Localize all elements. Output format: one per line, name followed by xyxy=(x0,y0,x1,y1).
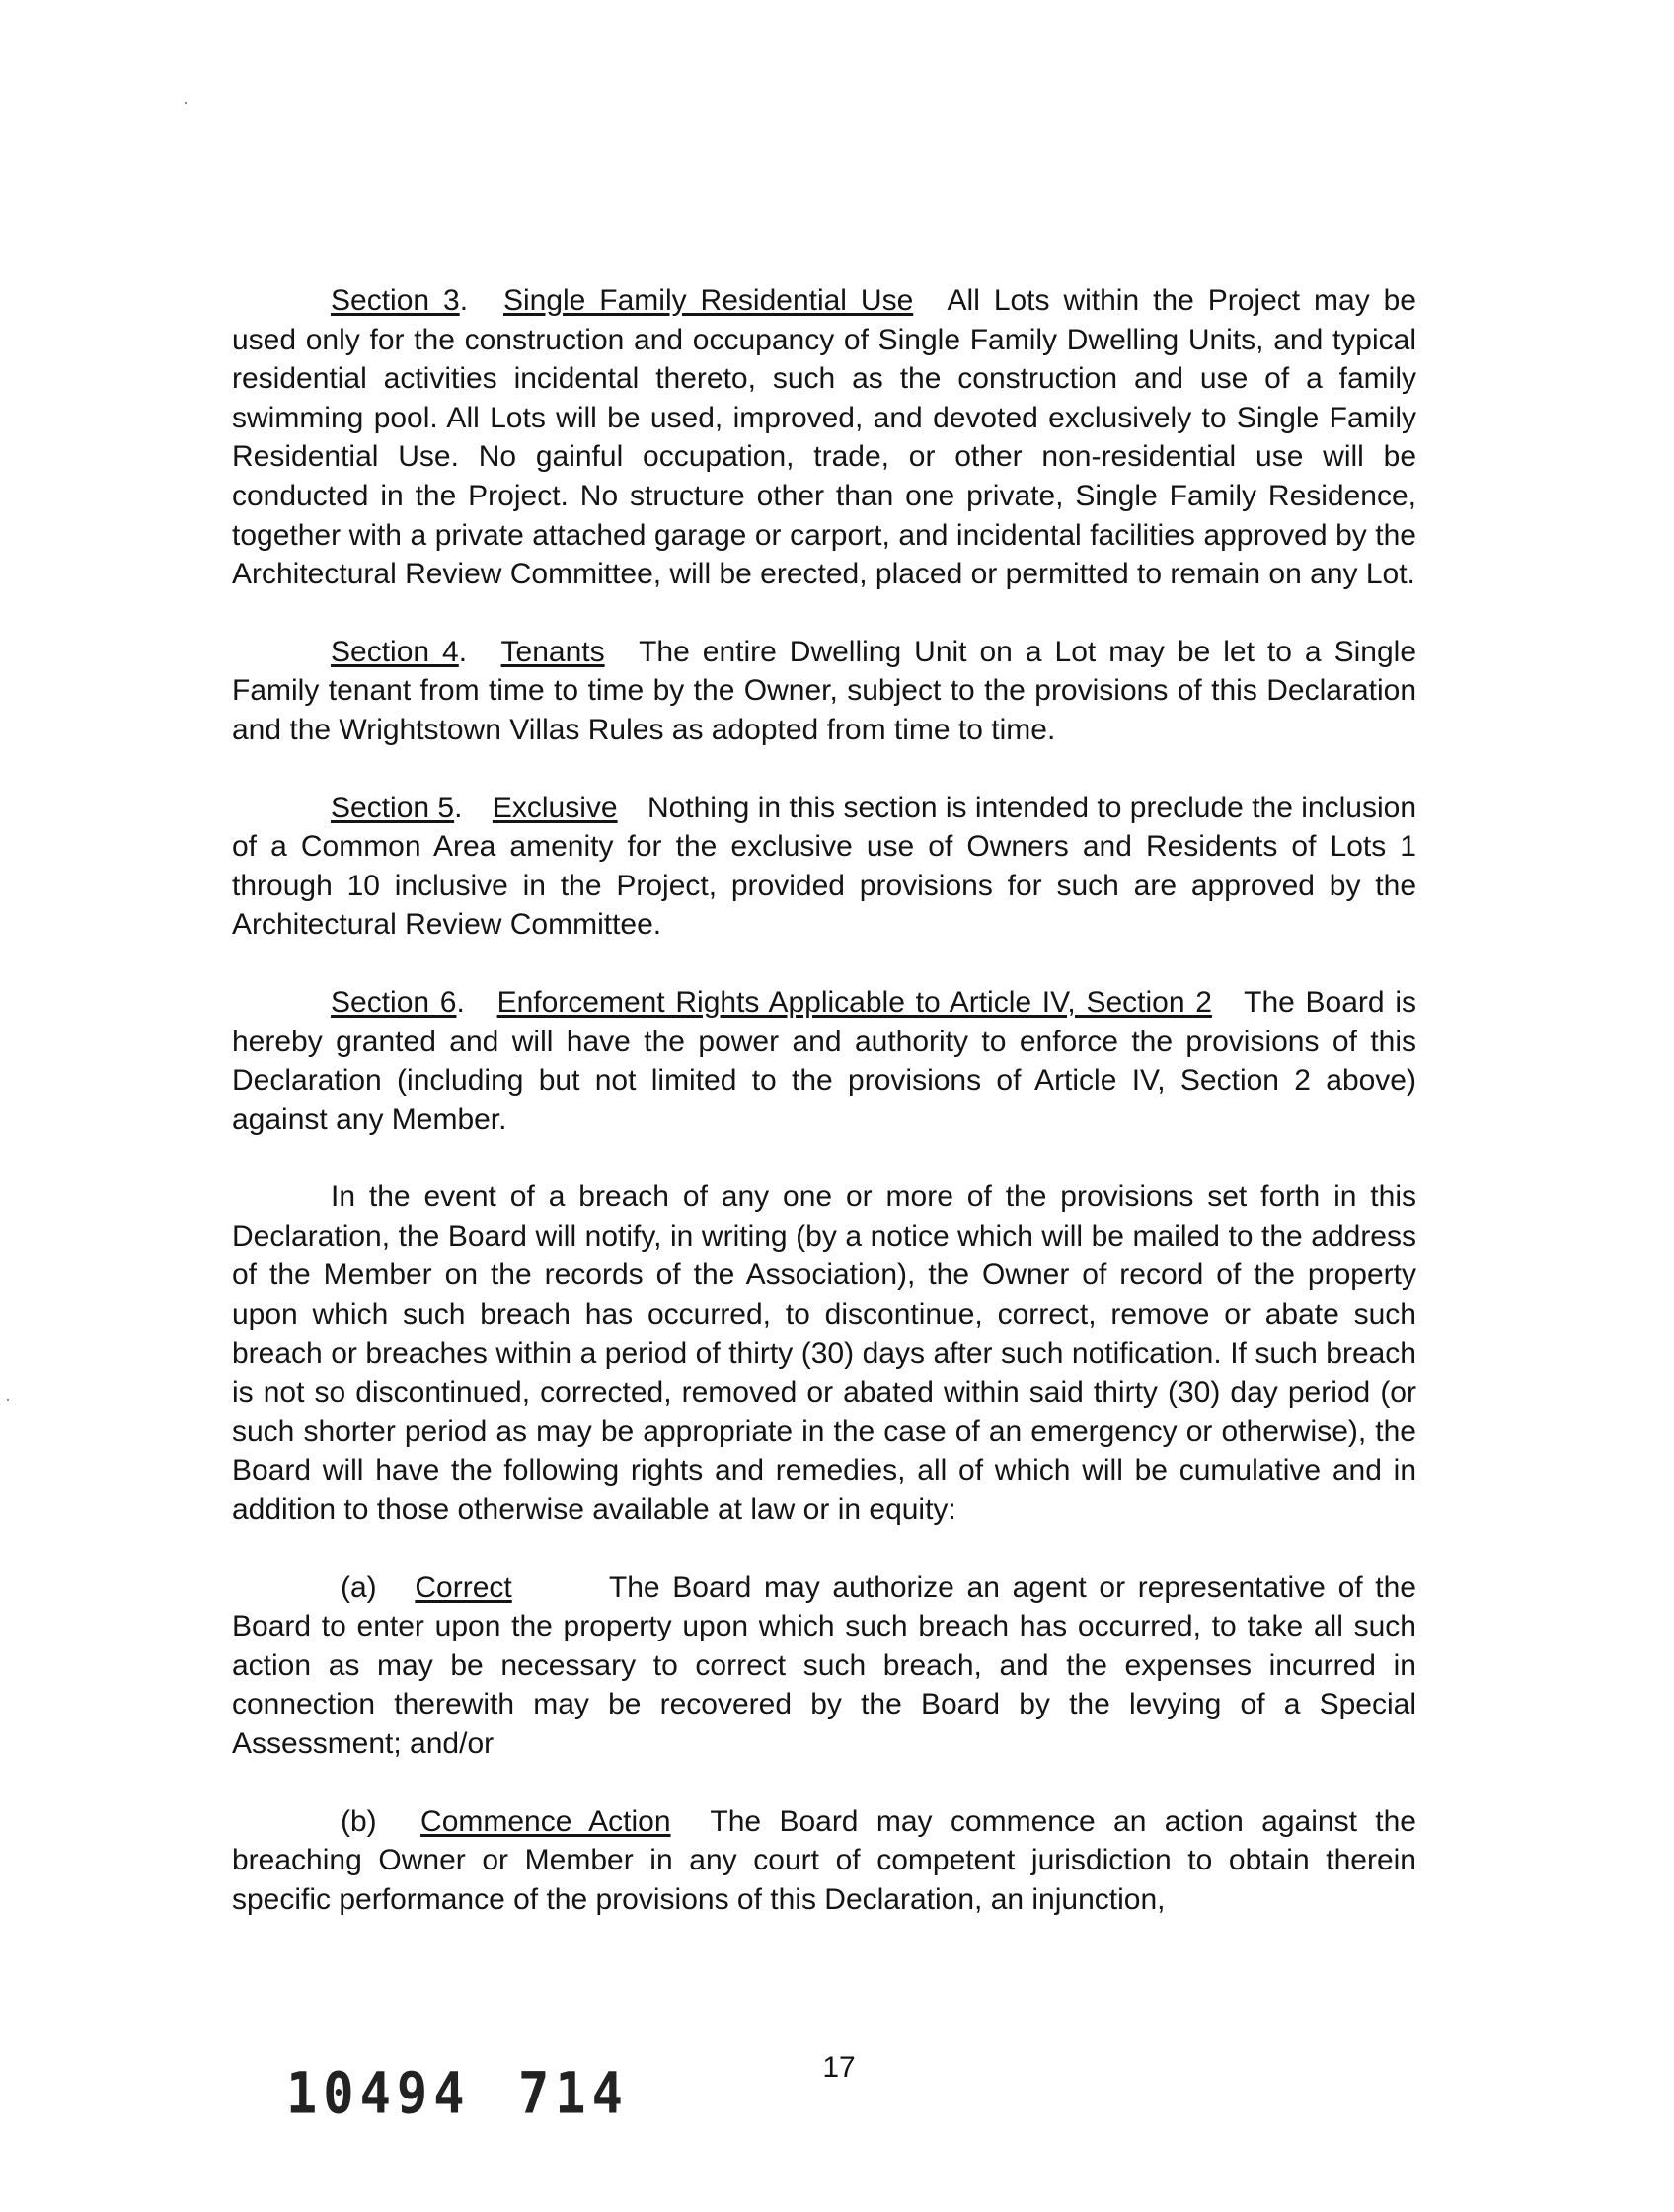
item-a-body: The Board may authorize an agent or representative of the Board to enter upon the property upon which such breach has occurred, to take all such action as may be necessary to correct such breach, and the expenses incurred in connection therewith may be recovered by the Board by the levying of a Special Assessment; and/or xyxy=(232,1570,1416,1760)
section-4-body: The entire Dwelling Unit on a Lot may be let to a Single Family tenant from time to time by the Owner, subject to the provisions of this Declaration and the Wrightstown Villas Rules as adopted from time to time. xyxy=(232,635,1416,746)
section-6-title: Enforcement Rights Applicable to Article IV, Section 2 xyxy=(496,985,1212,1019)
page-stamp: 714 xyxy=(518,2061,629,2128)
book-number-stamp: 10494 xyxy=(286,2061,471,2128)
section-3-paragraph: Section 3. Single Family Residential Use All Lots within the Project may be used only for the construction and occupancy of Single Family Dwelling Units, and typical residential activities incidental thereto, such as the construction and use of a family swimming pool. All Lots will be used, improved, and devoted exclusively to Single Family Residential Use. No gainful occupation, trade, or other non-residential use will be conducted in the Project. No structure other than one private, Single Family Residence, together with a private attached garage or carport, and incidental facilities approved by the Architectural Review Committee, will be erected, placed or permitted to remain on any Lot. xyxy=(232,284,1416,591)
item-a-title: Correct xyxy=(415,1570,512,1604)
section-3-title: Single Family Residential Use xyxy=(502,284,914,317)
section-6-label: Section 6 xyxy=(331,985,457,1019)
section-4-paragraph: Section 4. Tenants The entire Dwelling Unit on a Lot may be let to a Single Family tenant from time to time by the Owner, subject to the provisions of this Declaration and the Wrightstown Villas Rules as adopted from time to time. xyxy=(232,635,1416,746)
breach-paragraph: In the event of a breach of any one or more of the provisions set forth in this Declaration, the Board will notify, in writing (by a notice which will be mailed to the address of the Member on the records of the Association), the Owner of record of the property upon which such breach has occurred, to discontinue, correct, remove or abate such breach or breaches within a period of thirty (30) days after such notification. If such breach is not so discontinued, corrected, removed or abated within said thirty (30) day period (or such shorter period as may be appropriate in the case of an emergency or otherwise), the Board will have the following rights and remedies, all of which will be cumulative and in addition to those otherwise available at law or in equity: xyxy=(232,1181,1416,1527)
item-b-title: Commence Action xyxy=(420,1804,671,1838)
item-a-paragraph xyxy=(232,1568,1416,1764)
item-b-marker: (b) xyxy=(341,1804,377,1838)
item-b-body: The Board may commence an action against the breaching Owner or Member in any court of competent jurisdiction to obtain therein specific performance of the provisions of this Declaration, an injunction, xyxy=(232,1804,1416,1916)
section-6-paragraph: Section 6. Enforcement Rights Applicable to Article IV, Section 2 The Board is hereby granted and will have the power and authority to enforce the provisions of this Declaration (including but not limited to the provisions of Article IV, Section 2 above) against any Member. xyxy=(232,985,1416,1136)
section-4-label: Section 4 xyxy=(331,635,459,668)
section-4-title: Tenants xyxy=(500,635,605,668)
document-body xyxy=(232,281,1416,1957)
scan-speck xyxy=(7,1399,9,1401)
page-number: 17 xyxy=(822,2051,856,2084)
section-5-paragraph: Section 5. Exclusive Nothing in this section is intended to preclude the inclusion of a Common Area amenity for the exclusive use of Owners and Residents of Lots 1 through 10 inclusive in the Project, provided provisions for such are approved by the Architectural Review Committee. xyxy=(232,791,1416,942)
section-5-body: Nothing in this section is intended to preclude the inclusion of a Common Area amenity for the exclusive use of Owners and Residents of Lots 1 through 10 inclusive in the Project, provided provisions for such are approved by the Architectural Review Committee. xyxy=(232,791,1416,942)
item-a-marker: (a) xyxy=(341,1570,377,1604)
scan-speck xyxy=(185,102,187,104)
item-b-paragraph xyxy=(232,1802,1416,1920)
section-5-label: Section 5 xyxy=(331,791,455,824)
section-6-body: The Board is hereby granted and will have the power and authority to enforce the provisions of this Declaration (including but not limited to the provisions of Article IV, Section 2 above) against any Member. xyxy=(232,985,1416,1136)
section-3-body: All Lots within the Project may be used only for the construction and occupancy of Single Family Dwelling Units, and typical residential activities incidental thereto, such as the construction and use of a family swimming pool. All Lots will be used, improved, and devoted exclusively to Single Family Residential Use. No gainful occupation, trade, or other non-residential use will be conducted in the Project. No structure other than one private, Single Family Residence, together with a private attached garage or carport, and incidental facilities approved by the Architectural Review Committee, will be erected, placed or permitted to remain on any Lot. xyxy=(232,284,1416,591)
section-5-title: Exclusive xyxy=(492,791,618,824)
section-3-label: Section 3 xyxy=(331,284,460,317)
